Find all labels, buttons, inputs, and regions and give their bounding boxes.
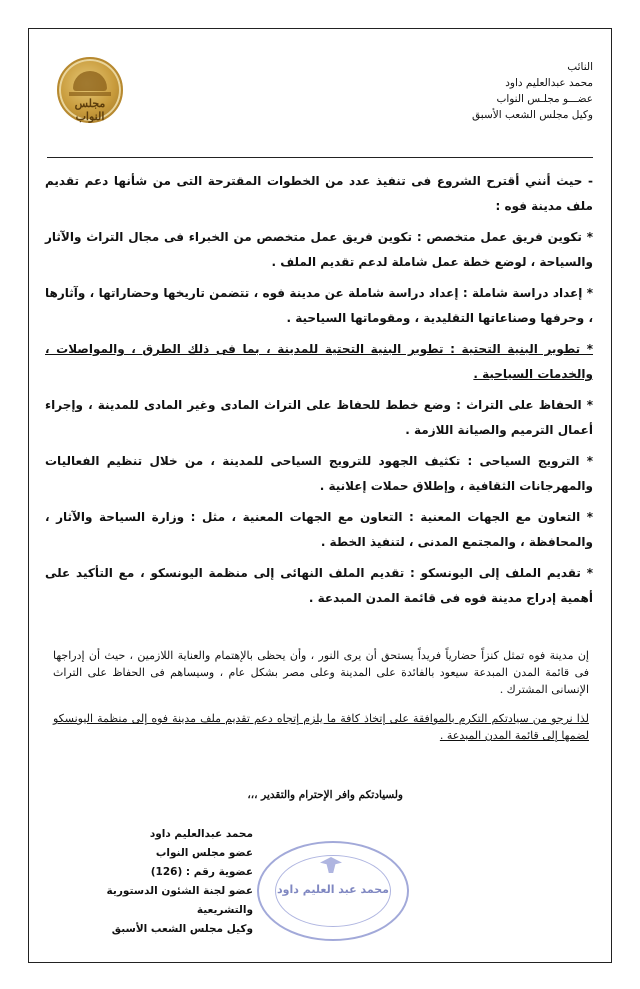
proposal-item: * الترويج السياحى : تكثيف الجهود للترويج السياحى للمدينة ، من خلال تنظيم الفعاليات والمهرجانات الثقافية ، وإطلاق حملات إعلانية .	[45, 454, 593, 493]
closing-section	[53, 647, 589, 756]
signature-name: محمد عبدالعليم داود	[149, 828, 253, 840]
stamp-text: محمد عبد العليم داود	[277, 883, 389, 896]
header-name: محمد عبدالعليم داود	[505, 77, 593, 89]
signature-block	[53, 825, 253, 939]
proposal-item: * إعداد دراسة شاملة : إعداد دراسة شاملة عن مدينة فوه ، تتضمن تاريخها وحضاراتها ، وآثارها ، وحرفها وصناعاتها التقليدية ، ومقوماتها السياحية .	[45, 286, 593, 325]
letterhead	[293, 59, 593, 123]
signature-membership: عضوية رقم : (126)	[150, 866, 253, 878]
proposal-item: * التعاون مع الجهات المعنية : التعاون مع الجهات المعنية ، مثل : وزارة السياحة والآثار ، والمحافظة ، والمجتمع المدنى ، لتنفيذ الخطة .	[45, 510, 593, 549]
signature-committee: عضو لجنة الشئون الدستورية والتشريعية	[106, 885, 253, 916]
regards-line: ولسيادتكم وافر الإحترام والتقدير ،،،	[247, 789, 403, 801]
proposal-item: * الحفاظ على التراث : وضع خطط للحفاظ على التراث المادى وغير المادى للمدينة ، وإجراء أعمال الترميم والصيانة اللازمة .	[45, 398, 593, 437]
signature-former-position: وكيل مجلس الشعب الأسبق	[111, 923, 253, 935]
request-paragraph: لذا نرجو من سيادتكم التكرم بالموافقة على إتخاذ كافة ما يلزم إتجاه دعم تقديم ملف مدينة فوه إلى منظمة اليونسكو لضمها إلى قائمة المدن المبدعة .	[53, 712, 589, 742]
header-former-position: وكيل مجلس الشعب الأسبق	[472, 109, 593, 121]
header-position: عضـــو مجلـس النواب	[496, 93, 593, 105]
intro-paragraph: - حيث أنني أقترح الشروع فى تنفيذ عدد من الخطوات المقترحة التى من شأنها دعم تقديم ملف مدينة فوه :	[45, 174, 593, 213]
letter-page	[28, 28, 612, 963]
official-stamp	[257, 841, 409, 941]
proposal-item: * تطوير البنية التحتية : تطوير البنية التحتية للمدينة ، بما فى ذلك الطرق ، والمواصلات ، والخدمات السياحية .	[45, 342, 593, 381]
closing-paragraph: إن مدينة فوه تمثل كنزاً حضارياً فريداً يستحق أن يرى النور ، وأن يحظى بالإهتمام والعناية اللازمين ، حيث أن إدراجها فى قائمة المدن المبدعة سيعود بالفائدة على المدينة وعلى مصر بشكل عام ، وسيساهم فى الحفاظ على التراث الإنسانى المشترك .	[53, 649, 589, 696]
signature-position: عضو مجلس النواب	[155, 847, 253, 859]
logo-text: مجلس النواب	[74, 97, 106, 123]
header-title: النائب	[567, 61, 593, 73]
proposal-item: * تكوين فريق عمل متخصص : تكوين فريق عمل متخصص من الخبراء فى مجال التراث والآثار والسياحة ، لوضع خطة عمل شاملة لدعم تقديم الملف .	[45, 230, 593, 269]
proposal-item: * تقديم الملف إلى اليونسكو : تقديم الملف النهائى إلى منظمة اليونسكو ، مع التأكيد على أهمية إدراج مدينة فوه فى قائمة المدن المبدعة .	[45, 566, 593, 605]
letter-body	[45, 169, 593, 617]
parliament-dome-icon	[57, 57, 123, 123]
header-divider	[47, 157, 593, 158]
